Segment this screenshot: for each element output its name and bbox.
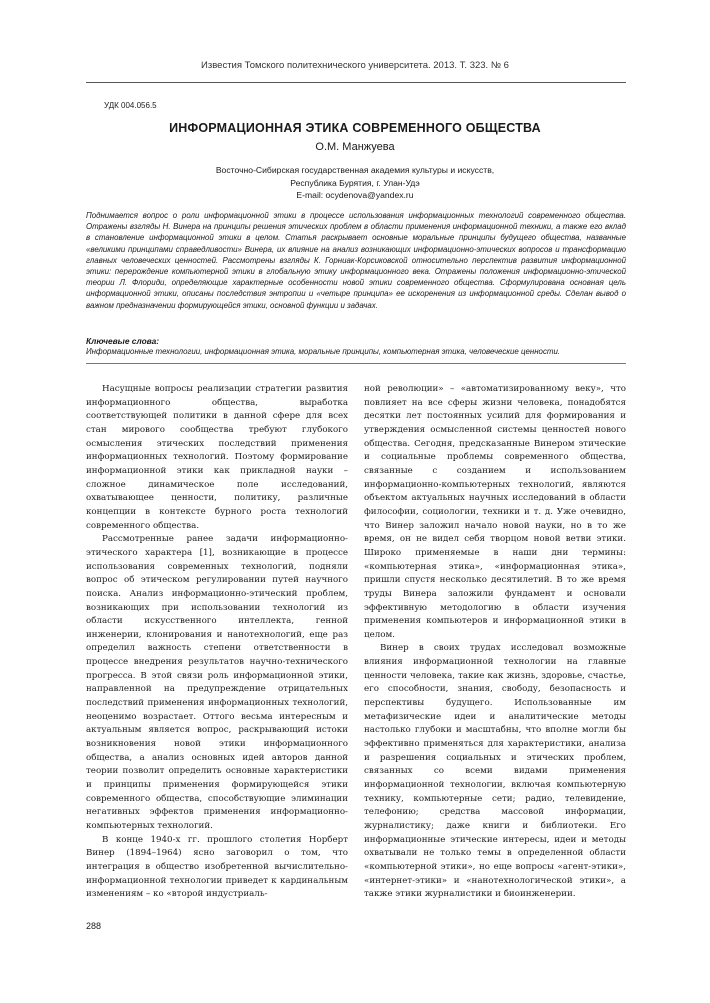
- keywords-rule: [86, 363, 626, 364]
- paragraph-continued: ной революции» – «автоматизированному веку», что повлияет на все сферы жизни человека, понадобятся десятки лет постоянных усилий для формирования и утверждения осмысленной системы ценностей нового общества. Сегодня, предсказанные Винером этические и социальные проблемы современного общества, связанные с созданием и использованием информационно-компьютерных технологий, являются объектом актуальных научных исследований в области философии, социологии, техники и т. д. Уже очевидно, что Винер заложил начало новой науки, но в то же время, он не видел себя творцом новой ветви этики. Широко применяемые в наши дни термины: «компьютерная этика», «информационная этика», пришли спустя несколько десятилетий. В то же время труды Винера заложили фундамент и основали эффективную методологию в области изучения применения компьютеров и информационной этики в целом.: [364, 384, 626, 640]
- udc-code: УДК 004.056.5: [104, 101, 157, 110]
- affiliation: [0, 164, 710, 202]
- abstract: Поднимается вопрос о роли информационной этики в процессе использования информационных технологий современного общества. Отражены взгляды Н. Винера на принципы решения этических проблем в области применения информационной техники, а также его вклад в становление информационной этики в целом. Статья раскрывает основные моральные принципы будущего общества, названные «великими принципами справедливости» Винера, их влияние на анализ возникающих информационно-этических вопросов и трансформацию главных человеческих ценностей. Рассмотрены взгляды К. Горниак-Корсиковской относительно перспектив развития информационной этики: перерождение компьютерной этики в глобальную этику информационного века. Отражены положения информационно-этической теории Л. Флориди, определяющие характерные особенности новой этики современного общества. Сформулирована основная цель информационной этики, описаны последствия энтропии и «четыре принципа» ее искоренения из информационной среды. Сделан вывод о важном предназначении формирующейся этики, основной функции и задачах.: [86, 211, 626, 310]
- paragraph: В конце 1940-х гг. прошлого столетия Норберт Винер (1894–1964) ясно заговорил о том, что интеграция в общество изобретенной вычислительно-информационной технологии приведет к кардинальным изменениям – ко «второй индустриаль-: [86, 834, 348, 900]
- article-title: ИНФОРМАЦИОННАЯ ЭТИКА СОВРЕМЕННОГО ОБЩЕСТВА: [169, 121, 541, 135]
- running-head: Известия Томского политехнического университета. 2013. Т. 323. № 6: [201, 60, 509, 71]
- body-column-right: [364, 383, 626, 902]
- header-rule: [86, 82, 626, 83]
- affiliation-line1: Восточно-Сибирская государственная академия культуры и искусств,: [215, 165, 495, 175]
- paragraph: Насущные вопросы реализации стратегии развития информационного общества, выработка соответствующей политики в данной сфере для всех стан мирового сообщества требуют глубокого осмысления этических последствий применения информационных технологий. Поэтому формирование информационной этики как прикладной науки – сложное динамическое поле исследований, охватывающее ценности, политику, различные концепции в контексте бурного роста технологий современного общества.: [86, 384, 348, 531]
- affiliation-line2: Республика Бурятия, г. Улан-Удэ: [290, 177, 420, 188]
- page-number: 288: [86, 921, 102, 931]
- keywords-heading: Ключевые слова:: [86, 336, 160, 346]
- body-column-left: [86, 383, 348, 902]
- paragraph: Винер в своих трудах исследовал возможные влияния информационной технологии на главные ценности человека, такие как жизнь, здоровье, счастье, его способности, знания, свободу, безопасность и перспективы будущего. Использованные им метафизические идеи и аналитические методы настолько глубоки и масштабны, что вполне могли бы эффективно применяться для характеристики, анализа и разрешения социальных и этических проблем, связанных со всеми видами применения информационной технологии, включая компьютерную технику, компьютерные сети; радио, телевидение, телефонию; средства массовой информации, журналистику; даже книги и библиотеки. Его информационные этические интересы, идеи и методы охватывали не только темы в определенной области «компьютерной этики», но еще вопросы «агент-этики», «интернет-этики» и «нанотехнологической этики», а также этики журналистики и биоинженерии.: [364, 643, 626, 900]
- author-name: О.М. Манжуева: [315, 141, 395, 153]
- author-email: E-mail: ocydenova@yandex.ru: [296, 190, 414, 201]
- keywords-text: Информационные технологии, информационная этика, моральные принципы, компьютерная этика, человеческие ценности.: [86, 347, 561, 356]
- paragraph: Рассмотренные ранее задачи информационно-этического характера [1], возникающие в процессе использования современных технологий, подняли вопрос об этическом регулировании путей научного поиска. Анализ информационно-этический проблем, возникающих при использовании технологий из области искусственного интеллекта, генной инженерии, клонирования и нанотехнологий, еще раз определил важность степени ответственности в процессе внедрения результатов научно-технического прогресса. В этой связи роль информационной этики, направленной на предупреждение отрицательных последствий применения информационных технологий, неоценимо возрастает. Оттого весьма интересным и актуальным является вопрос, раскрывающий истоки возникновения новой этики информационного общества, а анализ основных идей авторов данной теории позволит определить основные характеристики и принципы применения формирующейся этики современного общества, способствующие элиминации негативных эффектов применения информационно-компьютерных технологий.: [86, 534, 348, 831]
